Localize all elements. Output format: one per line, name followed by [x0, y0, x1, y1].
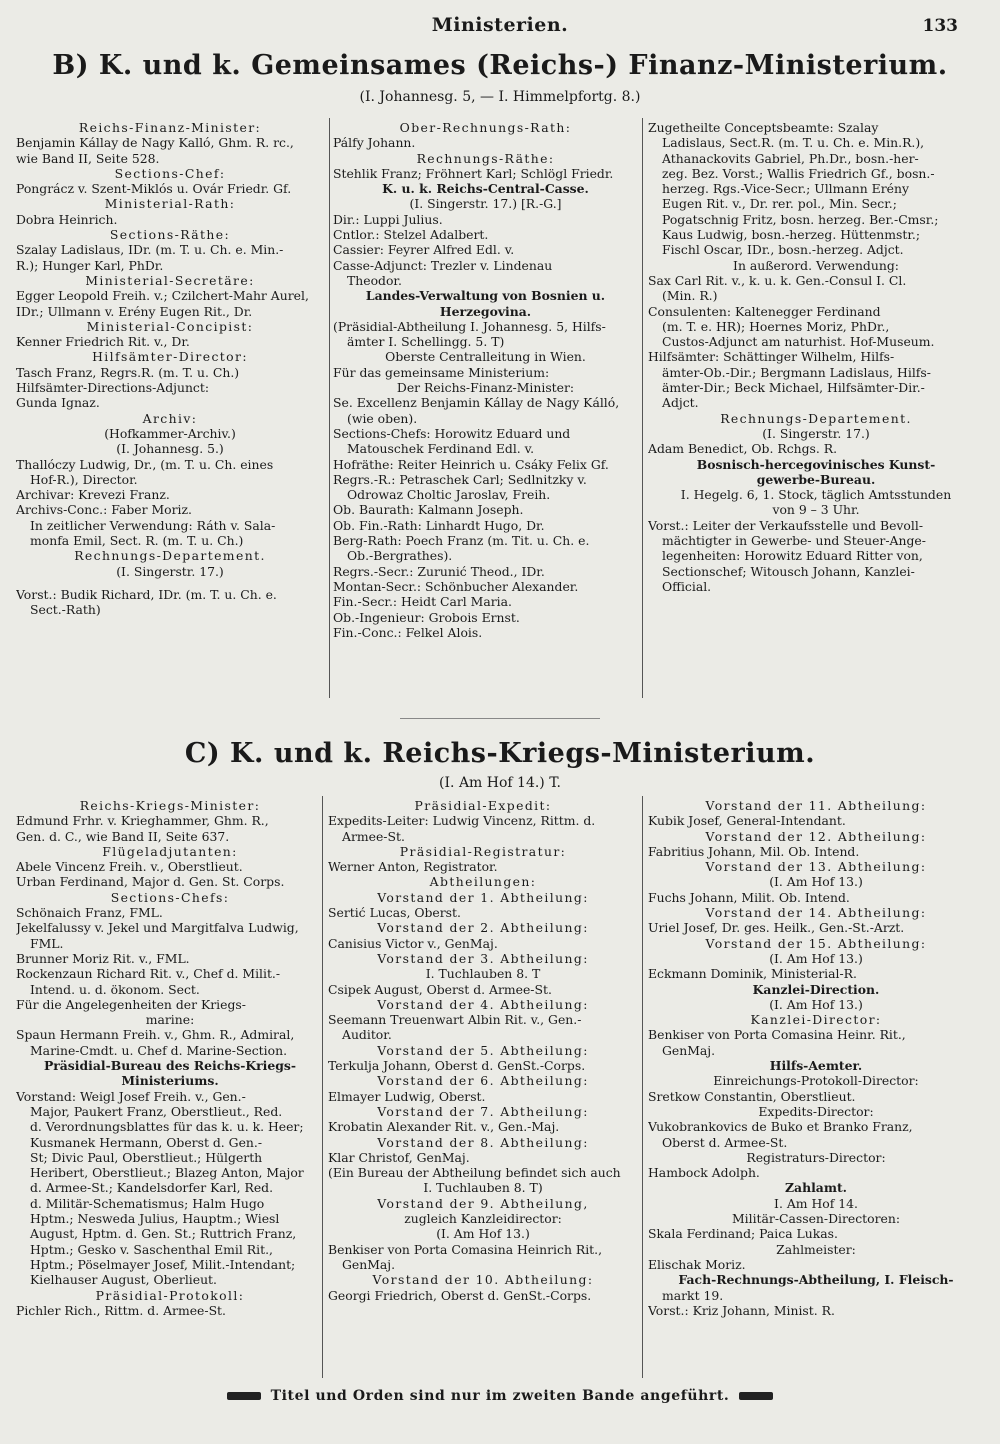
entry-line: (I. Am Hof 13.)	[769, 874, 863, 890]
entry-heading: Ministeriums.	[121, 1073, 219, 1089]
entry-heading: Sections-Chefs:	[110, 889, 230, 905]
entry-line: Elmayer Ludwig, Oberst.	[328, 1088, 486, 1104]
entry-line: Vorst.: Kriz Johann, Minist. R.	[648, 1302, 835, 1318]
entry-line: Schönaich Franz, FML.	[16, 905, 163, 921]
entry-line: Dir.: Luppi Julius.	[333, 211, 443, 227]
entry-line: Benkiser von Porta Comasina Heinr. Rit.,	[648, 1027, 906, 1043]
entry-line: Se. Excellenz Benjamin Kállay de Nagy Kálló,	[333, 395, 620, 411]
entry-heading: Fach-Rechnungs-Abtheilung, I. Fleisch-	[678, 1272, 954, 1288]
entry-line: Ob. Fin.-Rath: Linhardt Hugo, Dr.	[333, 517, 545, 533]
entry-line: Hptm.; Pöselmayer Josef, Milit.-Intendant;	[30, 1256, 296, 1272]
entry-line: von 9 – 3 Uhr.	[772, 502, 860, 518]
entry-heading: Rechnungs-Departement.	[74, 548, 266, 564]
entry-line: Official.	[662, 578, 712, 594]
entry-line: Armee-St.	[342, 828, 405, 844]
entry-line: Dobra Heinrich.	[16, 211, 118, 227]
entry-line: ämter-Dir.; Beck Michael, Hilfsämter-Dir.-	[662, 380, 925, 396]
entry-line: I. Hegelg. 6, 1. Stock, täglich Amtsstunden	[680, 487, 952, 503]
entry-heading: Vorstand der 8. Abtheilung:	[377, 1134, 589, 1150]
entry-heading: Vorstand der 1. Abtheilung:	[377, 889, 589, 905]
entry-line: Major, Paukert Franz, Oberstlieut., Red.	[30, 1103, 283, 1119]
entry-line: Für das gemeinsame Ministerium:	[333, 364, 550, 380]
entry-line: Stehlik Franz; Fröhnert Karl; Schlögl Friedr.	[333, 165, 614, 181]
entry-heading: Sections-Räthe:	[109, 227, 231, 243]
entry-line: Csipek August, Oberst d. Armee-St.	[328, 981, 552, 997]
entry-line: Jekelfalussy v. Jekel und Margitfalva Ludwig,	[16, 920, 299, 936]
entry-heading: Vorstand der 11. Abtheilung:	[705, 798, 927, 813]
entry-line: (I. Am Hof 13.)	[436, 1226, 530, 1242]
entry-line: Kusmanek Hermann, Oberst d. Gen.-	[30, 1134, 263, 1150]
entry-line: Fin.-Conc.: Felkel Alois.	[333, 624, 483, 640]
entry-line: Kaus Ludwig, bosn.-herzeg. Hüttenmstr.;	[662, 227, 921, 243]
entry-line: wie Band II, Seite 528.	[16, 150, 160, 166]
entry-heading: Reichs-Finanz-Minister:	[78, 120, 262, 135]
entry-line: Berg-Rath: Poech Franz (m. Tit. u. Ch. e.	[333, 533, 590, 549]
entry-heading: Vorstand der 2. Abtheilung:	[377, 920, 589, 936]
section-b-address: (I. Johannesg. 5, — I. Himmelpfortg. 8.)	[359, 89, 641, 105]
entry-line: Sertić Lucas, Oberst.	[328, 905, 461, 921]
entry-heading: Präsidial-Protokoll:	[95, 1287, 245, 1303]
entry-line: Pálfy Johann.	[333, 135, 416, 151]
entry-line: Brunner Moriz Rit. v., FML.	[16, 950, 190, 966]
entry-line: GenMaj.	[342, 1256, 396, 1272]
entry-heading: Vorstand der 3. Abtheilung:	[377, 950, 589, 966]
entry-heading: Präsidial-Bureau des Reichs-Kriegs-	[43, 1058, 297, 1074]
entry-line: Expedits-Leiter: Ludwig Vincenz, Rittm. d.	[328, 813, 596, 829]
section-b-column-3	[648, 120, 984, 594]
entry-heading: Vorstand der 14. Abtheilung:	[705, 905, 927, 921]
entry-line: Klar Christof, GenMaj.	[328, 1149, 470, 1165]
section-c-column-1	[16, 798, 324, 1318]
entry-line	[16, 579, 324, 587]
entry-line: Vorst.: Budik Richard, IDr. (m. T. u. Ch. e.	[16, 586, 277, 602]
entry-line: Werner Anton, Registrator.	[328, 859, 498, 875]
entry-line: Benkiser von Porta Comasina Heinrich Rit.,	[328, 1241, 603, 1257]
entry-line: Regrs.-R.: Petraschek Carl; Sedlnitzky v.	[333, 471, 587, 487]
entry-heading: Rechnungs-Departement.	[720, 410, 912, 426]
entry-heading: Ober-Rechnungs-Rath:	[399, 120, 572, 135]
entry-heading: Vorstand der 12. Abtheilung:	[705, 828, 927, 844]
entry-line: Sretkow Constantin, Oberstlieut.	[648, 1088, 856, 1104]
entry-line: FML.	[30, 935, 64, 951]
entry-heading: Sections-Chef:	[114, 165, 226, 181]
entry-line: Zahlmeister:	[776, 1241, 856, 1257]
entry-line: Egger Leopold Freih. v.; Czilchert-Mahr Aurel,	[16, 288, 309, 304]
section-b-title: B) K. und k. Gemeinsames (Reichs-) Finanz-Ministerium.	[52, 50, 948, 81]
pointing-hand-left-icon	[227, 1392, 261, 1400]
entry-line: Fabritius Johann, Mil. Ob. Intend.	[648, 843, 860, 859]
entry-line: Heribert, Oberstlieut.; Blazeg Anton, Major	[30, 1165, 304, 1181]
entry-heading: Ministerial-Secretäre:	[85, 272, 255, 288]
section-c-column-3	[648, 798, 984, 1318]
entry-heading: Landes-Verwaltung von Bosnien u.	[365, 288, 606, 304]
column-divider	[322, 796, 323, 1378]
entry-line: (m. T. e. HR); Hoernes Moriz, PhDr.,	[662, 318, 890, 334]
entry-heading: Ministerial-Concipist:	[86, 318, 254, 334]
entry-line: Auditor.	[342, 1027, 392, 1043]
entry-line: zeg. Bez. Vorst.; Wallis Friedrich Gf., bosn.-	[662, 165, 935, 181]
entry-line: Hof-R.), Director.	[30, 471, 138, 487]
entry-heading: Abtheilungen:	[429, 874, 537, 890]
entry-line: Hambock Adolph.	[648, 1165, 760, 1181]
entry-line: (I. Am Hof 13.)	[769, 950, 863, 966]
entry-line: Hptm.; Gesko v. Saschenthal Emil Rit.,	[30, 1241, 273, 1257]
entry-line: (I. Singerstr. 17.)	[762, 425, 870, 441]
entry-heading: Vorstand der 4. Abtheilung:	[377, 996, 589, 1012]
entry-line: (I. Singerstr. 17.)	[116, 563, 224, 579]
entry-line: Registraturs-Director:	[746, 1149, 886, 1165]
entry-line: (I. Johannesg. 5.)	[116, 441, 224, 457]
entry-heading: Hilfs-Aemter.	[769, 1058, 863, 1074]
entry-line: Urban Ferdinand, Major d. Gen. St. Corps.	[16, 874, 285, 890]
entry-line: marine:	[145, 1012, 195, 1028]
entry-heading: Präsidial-Registratur:	[399, 843, 567, 859]
entry-line: Kubik Josef, General-Intendant.	[648, 813, 846, 829]
entry-line: legenheiten: Horowitz Eduard Ritter von,	[662, 548, 923, 564]
section-b-column-2	[333, 120, 638, 640]
entry-line: Krobatin Alexander Rit. v., Gen.-Maj.	[328, 1119, 560, 1135]
entry-heading: Rechnungs-Räthe:	[416, 150, 555, 166]
entry-line: Pongrácz v. Szent-Miklós u. Ovár Friedr. Gf.	[16, 181, 292, 197]
entry-line: Athanackovits Gabriel, Ph.Dr., bosn.-her-	[662, 150, 919, 166]
entry-line: Adam Benedict, Ob. Rchgs. R.	[648, 441, 838, 457]
entry-line: Ob. Baurath: Kalmann Joseph.	[333, 502, 524, 518]
entry-line: Eugen Rit. v., Dr. rer. pol., Min. Secr.;	[662, 196, 897, 212]
entry-line: Edmund Frhr. v. Krieghammer, Ghm. R.,	[16, 813, 269, 829]
entry-line: Hptm.; Nesweda Julius, Hauptm.; Wiesl	[30, 1211, 280, 1227]
entry-line: herzeg. Rgs.-Vice-Secr.; Ullmann Erény	[662, 181, 909, 197]
entry-line: Pogatschnig Fritz, bosn. herzeg. Ber.-Cmsr.;	[662, 211, 939, 227]
entry-line: Pichler Rich., Rittm. d. Armee-St.	[16, 1302, 226, 1318]
entry-line: Ob.-Bergrathes).	[347, 548, 453, 564]
entry-line: I. Tuchlauben 8. T)	[423, 1180, 543, 1196]
footer-note	[0, 1388, 1000, 1404]
entry-heading: Vorstand der 9. Abtheilung,	[377, 1195, 589, 1211]
entry-line: St; Divic Paul, Oberstlieut.; Hülgerth	[30, 1149, 263, 1165]
entry-line: Szalay Ladislaus, IDr. (m. T. u. Ch. e. Min.-	[16, 242, 284, 258]
column-divider	[642, 796, 643, 1378]
entry-line: Montan-Secr.: Schönbucher Alexander.	[333, 578, 579, 594]
entry-line: Elischak Moriz.	[648, 1256, 746, 1272]
entry-line: d. Armee-St.; Kandelsdorfer Karl, Red.	[30, 1180, 274, 1196]
entry-line: zugleich Kanzleidirector:	[404, 1211, 562, 1227]
entry-line: (Hofkammer-Archiv.)	[104, 425, 236, 441]
entry-line: Seemann Treuenwart Albin Rit. v., Gen.-	[328, 1012, 582, 1028]
entry-line: GenMaj.	[662, 1042, 716, 1058]
entry-line: Vukobrankovics de Buko et Branko Franz,	[648, 1119, 913, 1135]
entry-line: Odrowaz Choltic Jaroslav, Freih.	[347, 487, 551, 503]
pointing-hand-right-icon	[739, 1392, 773, 1400]
entry-line: (I. Am Hof 13.)	[769, 996, 863, 1012]
entry-line: (Präsidial-Abtheilung I. Johannesg. 5, Hilfs-	[333, 318, 606, 334]
entry-heading: Vorstand der 13. Abtheilung:	[705, 859, 927, 875]
entry-line: Fuchs Johann, Milit. Ob. Intend.	[648, 889, 850, 905]
entry-line: (Ein Bureau der Abtheilung befindet sich auch	[328, 1165, 621, 1181]
entry-heading: Vorstand der 6. Abtheilung:	[377, 1073, 589, 1089]
entry-line: I. Am Hof 14.	[774, 1195, 858, 1211]
entry-line: Kenner Friedrich Rit. v., Dr.	[16, 334, 190, 350]
entry-line: d. Verordnungsblattes für das k. u. k. Heer;	[30, 1119, 304, 1135]
entry-heading: Ministerial-Rath:	[104, 196, 236, 212]
entry-line: Gunda Ignaz.	[16, 395, 100, 411]
entry-line: Fin.-Secr.: Heidt Carl Maria.	[333, 594, 512, 610]
running-header	[0, 14, 1000, 40]
entry-line: markt 19.	[662, 1287, 724, 1303]
entry-line: (Min. R.)	[662, 288, 718, 304]
entry-line: Cassier: Feyrer Alfred Edl. v.	[333, 242, 515, 258]
entry-line: ämter I. Schellingg. 5. T)	[347, 334, 505, 350]
entry-heading: Vorstand der 5. Abtheilung:	[377, 1042, 589, 1058]
entry-line: ämter-Ob.-Dir.; Bergmann Ladislaus, Hilfs-	[662, 364, 931, 380]
entry-line: Uriel Josef, Dr. ges. Heilk., Gen.-St.-Arzt.	[648, 920, 905, 936]
entry-line: Sect.-Rath)	[30, 602, 101, 618]
entry-line: Matouschek Ferdinand Edl. v.	[347, 441, 535, 457]
section-c-column-2	[328, 798, 638, 1303]
entry-line: Sections-Chefs: Horowitz Eduard und	[333, 425, 571, 441]
entry-heading: gewerbe-Bureau.	[756, 471, 876, 487]
entry-line: mächtigter in Gewerbe- und Steuer-Ange-	[662, 533, 926, 549]
entry-line: Kielhauser August, Oberlieut.	[30, 1272, 217, 1288]
entry-line: Abele Vincenz Freih. v., Oberstlieut.	[16, 859, 243, 875]
entry-line: Georgi Friedrich, Oberst d. GenSt.-Corps.	[328, 1287, 592, 1303]
entry-heading: Zahlamt.	[785, 1180, 847, 1196]
entry-line: Gen. d. C., wie Band II, Seite 637.	[16, 828, 230, 844]
entry-line: Hilfsämter: Schättinger Wilhelm, Hilfs-	[648, 349, 895, 365]
entry-heading: Kanzlei-Direction.	[752, 981, 880, 997]
entry-line: Tasch Franz, Regrs.R. (m. T. u. Ch.)	[16, 364, 240, 380]
entry-line: Vorstand: Weigl Josef Freih. v., Gen.-	[16, 1088, 246, 1104]
entry-line: Theodor.	[347, 272, 402, 288]
entry-line: Der Reichs-Finanz-Minister:	[396, 380, 575, 396]
entry-line: Cntlor.: Stelzel Adalbert.	[333, 227, 489, 243]
entry-line: Spaun Hermann Freih. v., Ghm. R., Admiral,	[16, 1027, 295, 1043]
entry-heading: Hilfsämter-Director:	[92, 349, 248, 365]
section-c-address: (I. Am Hof 14.) T.	[439, 775, 561, 791]
entry-heading: K. u. k. Reichs-Central-Casse.	[382, 181, 589, 197]
entry-line: Fischl Oscar, IDr., bosn.-herzeg. Adjct.	[662, 242, 904, 258]
entry-heading: Vorstand der 7. Abtheilung:	[377, 1103, 589, 1119]
entry-line: Marine-Cmdt. u. Chef d. Marine-Section.	[30, 1042, 288, 1058]
entry-line: Oberst d. Armee-St.	[662, 1134, 788, 1150]
column-divider	[642, 118, 643, 698]
entry-line: Expedits-Director:	[758, 1103, 874, 1119]
entry-line: Sax Carl Rit. v., k. u. k. Gen.-Consul I. Cl.	[648, 272, 907, 288]
entry-heading: Flügeladjutanten:	[102, 843, 238, 859]
entry-line: Intend. u. d. ökonom. Sect.	[30, 981, 200, 997]
entry-line: Consulenten: Kaltenegger Ferdinand	[648, 303, 881, 319]
entry-line: Rockenzaun Richard Rit. v., Chef d. Milit.-	[16, 966, 281, 982]
entry-line: Regrs.-Secr.: Zurunić Theod., IDr.	[333, 563, 545, 579]
entry-heading: Herzegovina.	[439, 303, 532, 319]
entry-line: Adjct.	[662, 395, 699, 411]
entry-line: (wie oben).	[347, 410, 418, 426]
entry-line: Archivs-Conc.: Faber Moriz.	[16, 502, 192, 518]
entry-line: Canisius Victor v., GenMaj.	[328, 935, 498, 951]
entry-line: Terkulja Johann, Oberst d. GenSt.-Corps.	[328, 1058, 586, 1074]
entry-line: Hofräthe: Reiter Heinrich u. Csáky Felix Gf.	[333, 456, 609, 472]
entry-line: monfa Emil, Sect. R. (m. T. u. Ch.)	[30, 533, 244, 549]
entry-line: Sectionschef; Witousch Johann, Kanzlei-	[662, 563, 915, 579]
entry-line: Thallóczy Ludwig, Dr., (m. T. u. Ch. eines	[16, 456, 274, 472]
entry-heading: Vorstand der 10. Abtheilung:	[372, 1272, 594, 1288]
entry-heading: Vorstand der 15. Abtheilung:	[705, 935, 927, 951]
entry-line: IDr.; Ullmann v. Erény Eugen Rit., Dr.	[16, 303, 253, 319]
entry-line: Oberste Centralleitung in Wien.	[385, 349, 586, 365]
entry-line: Casse-Adjunct: Trezler v. Lindenau	[333, 257, 553, 273]
entry-line: Militär-Cassen-Directoren:	[731, 1211, 901, 1227]
entry-heading: Bosnisch-hercegovinisches Kunst-	[696, 456, 936, 472]
entry-heading: Reichs-Kriegs-Minister:	[79, 798, 261, 813]
entry-line: Custos-Adjunct am naturhist. Hof-Museum.	[662, 334, 935, 350]
entry-line: Benjamin Kállay de Nagy Kalló, Ghm. R. rc.,	[16, 135, 294, 151]
section-c-title: C) K. und k. Reichs-Kriegs-Ministerium.	[184, 738, 816, 769]
entry-line: I. Tuchlauben 8. T	[425, 966, 541, 982]
entry-line: In zeitlicher Verwendung: Ráth v. Sala-	[30, 517, 276, 533]
entry-line: Vorst.: Leiter der Verkaufsstelle und Bevoll-	[648, 517, 924, 533]
page-number: 133	[922, 16, 958, 36]
entry-line: R.); Hunger Karl, PhDr.	[16, 257, 164, 273]
entry-line: Hilfsämter-Directions-Adjunct:	[16, 380, 210, 396]
entry-line: Archivar: Krevezi Franz.	[16, 487, 170, 503]
entry-line: (I. Singerstr. 17.) [R.-G.]	[409, 196, 562, 212]
entry-line: August, Hptm. d. Gen. St.; Ruttrich Franz,	[30, 1226, 297, 1242]
entry-heading: Kanzlei-Director:	[750, 1012, 882, 1028]
entry-line: Einreichungs-Protokoll-Director:	[713, 1073, 919, 1089]
entry-heading: Archiv:	[142, 410, 198, 426]
entry-line: Eckmann Dominik, Ministerial-R.	[648, 966, 857, 982]
entry-line: d. Militär-Schematismus; Halm Hugo	[30, 1195, 265, 1211]
entry-line: Ladislaus, Sect.R. (m. T. u. Ch. e. Min.R.),	[662, 135, 925, 151]
entry-line: Skala Ferdinand; Paica Lukas.	[648, 1226, 838, 1242]
entry-heading: Präsidial-Expedit:	[414, 798, 552, 813]
entry-line: Zugetheilte Conceptsbeamte: Szalay	[648, 120, 879, 135]
column-divider	[329, 118, 330, 698]
running-title: Ministerien.	[431, 14, 569, 36]
footer-text: Titel und Orden sind nur im zweiten Bande angeführt.	[270, 1388, 730, 1404]
entry-line: Für die Angelegenheiten der Kriegs-	[16, 996, 246, 1012]
section-separator	[400, 718, 600, 719]
entry-line: Ob.-Ingenieur: Grobois Ernst.	[333, 609, 520, 625]
section-b-column-1	[16, 120, 324, 618]
entry-line: In außerord. Verwendung:	[733, 257, 899, 273]
